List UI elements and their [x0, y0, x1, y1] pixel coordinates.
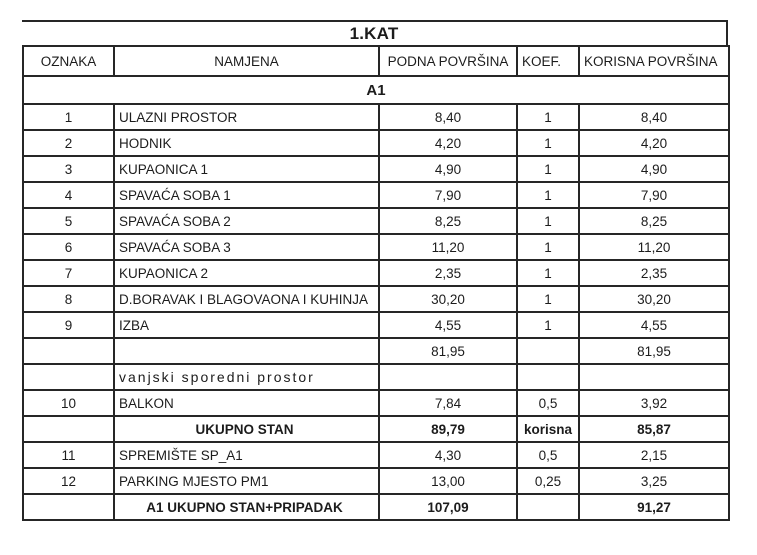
- cell-namjena: HODNIK: [114, 130, 379, 156]
- cell-namjena: vanjski sporedni prostor: [114, 364, 379, 390]
- table-row: [23, 442, 729, 468]
- column-header-koef: KOEF.: [517, 46, 579, 76]
- cell-namjena: UKUPNO STAN: [114, 416, 379, 442]
- cell-podna: 4,90: [379, 156, 517, 182]
- table-row: [23, 234, 729, 260]
- cell-korisna: 2,35: [579, 260, 729, 286]
- cell-oznaka: 7: [23, 260, 114, 286]
- table-row: [23, 390, 729, 416]
- table-row: [23, 130, 729, 156]
- column-header-podna-povrsina: PODNA POVRŠINA: [379, 46, 517, 76]
- cell-korisna: 11,20: [579, 234, 729, 260]
- cell-oznaka: [23, 416, 114, 442]
- cell-podna: 7,84: [379, 390, 517, 416]
- cell-koef: 0,5: [517, 390, 579, 416]
- cell-namjena: KUPAONICA 1: [114, 156, 379, 182]
- outdoor-space-label-row: [23, 364, 729, 390]
- floor-area-table: [22, 45, 730, 521]
- cell-podna: 7,90: [379, 182, 517, 208]
- cell-oznaka: 8: [23, 286, 114, 312]
- cell-oznaka: 3: [23, 156, 114, 182]
- cell-namjena: IZBA: [114, 312, 379, 338]
- cell-namjena: D.BORAVAK I BLAGOVAONA I KUHINJA: [114, 286, 379, 312]
- cell-oznaka: 11: [23, 442, 114, 468]
- cell-korisna: 4,55: [579, 312, 729, 338]
- cell-koef: 1: [517, 182, 579, 208]
- cell-koef: 1: [517, 156, 579, 182]
- cell-korisna: 91,27: [579, 494, 729, 520]
- cell-koef: 1: [517, 234, 579, 260]
- table-row: [23, 104, 729, 130]
- cell-podna: 30,20: [379, 286, 517, 312]
- cell-korisna: 85,87: [579, 416, 729, 442]
- cell-oznaka: 5: [23, 208, 114, 234]
- cell-namjena: SPAVAĆA SOBA 2: [114, 208, 379, 234]
- cell-podna: [379, 364, 517, 390]
- cell-namjena: BALKON: [114, 390, 379, 416]
- cell-oznaka: 4: [23, 182, 114, 208]
- cell-korisna: 81,95: [579, 338, 729, 364]
- cell-podna: 11,20: [379, 234, 517, 260]
- cell-koef: 1: [517, 312, 579, 338]
- cell-koef: [517, 338, 579, 364]
- column-header-korisna-povrsina: KORISNA POVRŠINA: [579, 46, 729, 76]
- cell-oznaka: [23, 364, 114, 390]
- subtotal-row: [23, 338, 729, 364]
- floor-title: 1.KAT: [22, 20, 728, 45]
- cell-podna: 13,00: [379, 468, 517, 494]
- table-row: [23, 468, 729, 494]
- cell-koef: [517, 494, 579, 520]
- cell-oznaka: [23, 338, 114, 364]
- column-header-oznaka: OZNAKA: [23, 46, 114, 76]
- cell-podna: 107,09: [379, 494, 517, 520]
- cell-oznaka: [23, 494, 114, 520]
- cell-podna: 4,55: [379, 312, 517, 338]
- cell-koef: 1: [517, 260, 579, 286]
- grand-total-row: [23, 494, 729, 520]
- floor-area-table-sheet: [22, 20, 728, 521]
- table-row: [23, 156, 729, 182]
- section-row: [23, 76, 729, 104]
- cell-koef: 1: [517, 104, 579, 130]
- table-row: [23, 286, 729, 312]
- cell-namjena: KUPAONICA 2: [114, 260, 379, 286]
- cell-namjena: ULAZNI PROSTOR: [114, 104, 379, 130]
- cell-podna: 89,79: [379, 416, 517, 442]
- cell-korisna: 8,25: [579, 208, 729, 234]
- cell-oznaka: 2: [23, 130, 114, 156]
- cell-korisna: 3,92: [579, 390, 729, 416]
- cell-oznaka: 1: [23, 104, 114, 130]
- cell-korisna: 2,15: [579, 442, 729, 468]
- cell-namjena: SPAVAĆA SOBA 3: [114, 234, 379, 260]
- cell-oznaka: 10: [23, 390, 114, 416]
- cell-podna: 4,20: [379, 130, 517, 156]
- cell-koef: 1: [517, 130, 579, 156]
- cell-korisna: 3,25: [579, 468, 729, 494]
- apartment-total-row: [23, 416, 729, 442]
- cell-koef: 1: [517, 286, 579, 312]
- cell-namjena: SPREMIŠTE SP_A1: [114, 442, 379, 468]
- cell-korisna: 4,90: [579, 156, 729, 182]
- cell-podna: 8,40: [379, 104, 517, 130]
- cell-koef: 1: [517, 208, 579, 234]
- cell-podna: 2,35: [379, 260, 517, 286]
- column-header-namjena: NAMJENA: [114, 46, 379, 76]
- section-title: A1: [23, 76, 729, 104]
- cell-podna: 4,30: [379, 442, 517, 468]
- cell-korisna: 7,90: [579, 182, 729, 208]
- cell-podna: 81,95: [379, 338, 517, 364]
- cell-koef: [517, 364, 579, 390]
- cell-korisna: 8,40: [579, 104, 729, 130]
- cell-korisna: [579, 364, 729, 390]
- cell-namjena: PARKING MJESTO PM1: [114, 468, 379, 494]
- table-row: [23, 312, 729, 338]
- cell-korisna: 4,20: [579, 130, 729, 156]
- table-row: [23, 182, 729, 208]
- table-row: [23, 208, 729, 234]
- cell-oznaka: 9: [23, 312, 114, 338]
- cell-oznaka: 12: [23, 468, 114, 494]
- table-row: [23, 260, 729, 286]
- cell-koef: 0,5: [517, 442, 579, 468]
- cell-namjena: A1 UKUPNO STAN+PRIPADAK: [114, 494, 379, 520]
- table-header-row: [23, 46, 729, 76]
- cell-namjena: [114, 338, 379, 364]
- cell-podna: 8,25: [379, 208, 517, 234]
- cell-namjena: SPAVAĆA SOBA 1: [114, 182, 379, 208]
- cell-koef: korisna: [517, 416, 579, 442]
- cell-koef: 0,25: [517, 468, 579, 494]
- cell-oznaka: 6: [23, 234, 114, 260]
- cell-korisna: 30,20: [579, 286, 729, 312]
